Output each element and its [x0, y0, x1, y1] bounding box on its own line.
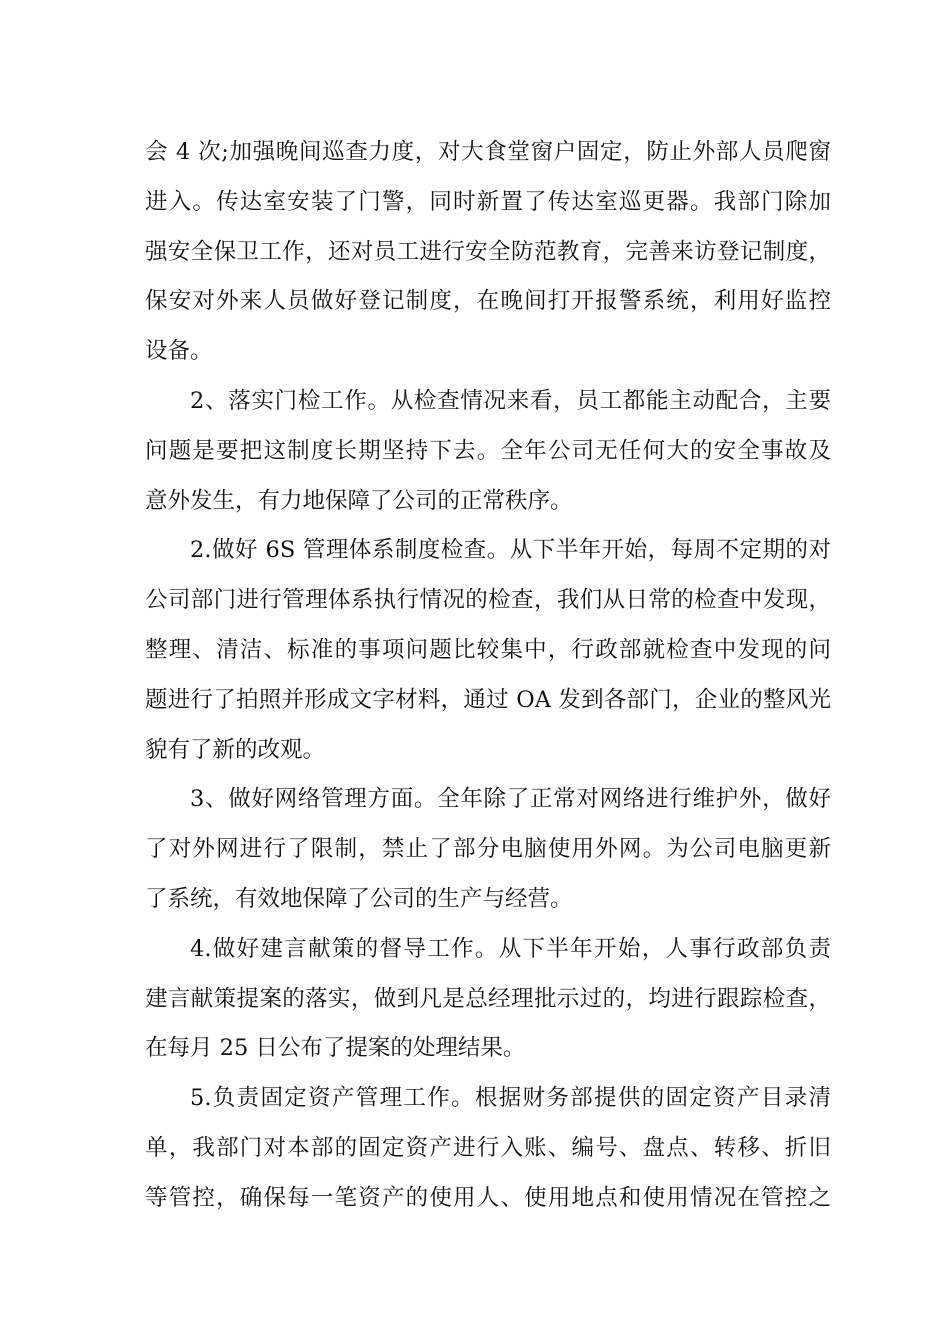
text-line: 貌有了新的改观。 [145, 736, 326, 763]
text-line: 了对外网进行了限制，禁止了部分电脑使用外网。为公司电脑更新 [145, 836, 831, 863]
text-line: 3、做好网络管理方面。全年除了正常对网络进行维护外，做好 [190, 786, 831, 813]
text-line: 会 4 次;加强晚间巡查力度，对大食堂窗户固定，防止外部人员爬窗 [145, 139, 831, 165]
text-line: 了系统，有效地保障了公司的生产与经营。 [145, 885, 573, 912]
text-line: 题进行了拍照并形成文字材料，通过 OA 发到各部门，企业的整风光 [145, 686, 831, 713]
text-line: 2.做好 6S 管理体系制度检查。从下半年开始，每周不定期的对 [190, 537, 831, 564]
text-line: 2、落实门检工作。从检查情况来看，员工都能主动配合，主要 [190, 387, 831, 414]
text-line: 进入。传达室安装了门警，同时新置了传达室巡更器。我部门除加 [145, 188, 831, 215]
text-line: 等管控，确保每一笔资产的使用人、使用地点和使用情况在管控之 [145, 1184, 831, 1211]
text-line: 整理、清洁、标准的事项问题比较集中，行政部就检查中发现的问 [145, 636, 831, 663]
text-line: 建言献策提案的落实，做到凡是总经理批示过的，均进行跟踪检查， [145, 985, 831, 1012]
text-line: 保安对外来人员做好登记制度，在晚间打开报警系统，利用好监控 [145, 288, 831, 315]
text-line: 4.做好建言献策的督导工作。从下半年开始，人事行政部负责 [190, 935, 831, 962]
text-line: 在每月 25 日公布了提案的处理结果。 [145, 1035, 526, 1062]
document-body [145, 128, 831, 1224]
text-line: 5.负责固定资产管理工作。根据财务部提供的固定资产目录清 [190, 1085, 831, 1112]
text-line: 公司部门进行管理体系执行情况的检查，我们从日常的检查中发现， [145, 587, 831, 614]
text-line: 设备。 [145, 338, 213, 365]
text-line: 问题是要把这制度长期坚持下去。全年公司无任何大的安全事故及 [145, 437, 831, 464]
text-line: 强安全保卫工作，还对员工进行安全防范教育，完善来访登记制度， [145, 238, 831, 265]
text-line: 意外发生，有力地保障了公司的正常秩序。 [145, 487, 573, 514]
text-line: 单，我部门对本部的固定资产进行入账、编号、盘点、转移、折旧 [145, 1134, 831, 1161]
